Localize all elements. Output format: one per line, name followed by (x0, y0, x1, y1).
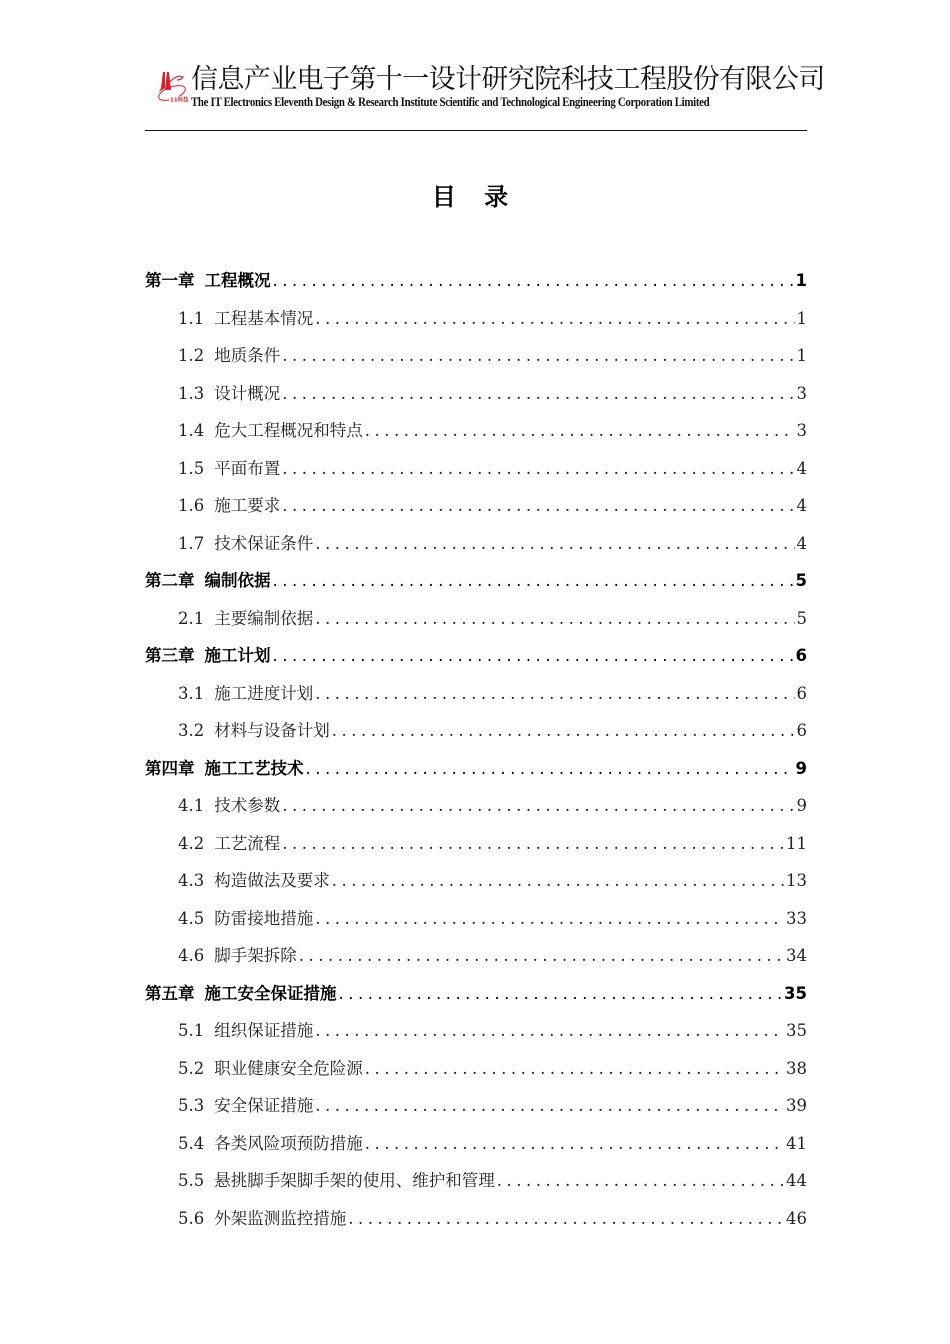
toc-section-entry[interactable] (145, 937, 807, 975)
toc-entry-number: 第一章 (145, 271, 195, 290)
toc-page-number: 9 (796, 796, 807, 815)
toc-dot-leader (339, 975, 783, 1013)
toc-section-entry[interactable] (145, 675, 807, 713)
toc-chapter-entry[interactable] (145, 750, 807, 788)
toc-entry-label: 各类风险项预防措施 (214, 1133, 363, 1153)
toc-entry-number: 第四章 (145, 758, 195, 778)
toc-entry-label: 组织保证措施 (214, 1021, 314, 1040)
toc-section-entry[interactable] (145, 1125, 807, 1163)
toc-page-number: 11 (786, 833, 807, 853)
toc-page-number: 5 (795, 571, 807, 590)
toc-entry-label: 构造做法及要求 (214, 871, 330, 890)
toc-dot-leader (282, 450, 794, 488)
toc-entry-label: 外架监测监控措施 (214, 1208, 347, 1228)
toc-dot-leader (306, 750, 794, 788)
toc-section-entry[interactable] (145, 525, 807, 563)
toc-entry-number: 5.6 (178, 1208, 205, 1228)
toc-dot-leader (497, 1162, 784, 1200)
toc-entry-label: 工程基本情况 (214, 308, 314, 328)
toc-dot-leader (282, 375, 794, 413)
toc-section-entry[interactable] (145, 600, 807, 638)
toc-dot-leader (315, 300, 794, 338)
toc-entry-label: 技术参数 (214, 796, 281, 815)
toc-page-number: 6 (795, 646, 807, 665)
toc-dot-leader (332, 862, 784, 900)
toc-page-number: 4 (796, 496, 807, 515)
toc-dot-leader (315, 525, 794, 563)
toc-page-number: 5 (796, 608, 807, 628)
toc-chapter-entry[interactable] (145, 562, 807, 600)
eleventh-institute-logo-icon (155, 68, 189, 106)
toc-page-number: 46 (786, 1208, 807, 1228)
toc-page-number: 1 (796, 308, 807, 328)
toc-entry-label: 危大工程概况和特点 (214, 421, 363, 440)
toc-entry-label: 脚手架拆除 (214, 946, 297, 965)
toc-section-entry[interactable] (145, 787, 807, 825)
toc-entry-number: 2.1 (178, 608, 205, 628)
toc-entry-number: 1.3 (178, 383, 205, 403)
toc-entry-label: 施工安全保证措施 (204, 983, 337, 1003)
toc-dot-leader (315, 1012, 784, 1050)
toc-entry-label: 技术保证条件 (214, 533, 314, 553)
toc-dot-leader (282, 337, 794, 375)
toc-entry-number: 1.1 (178, 308, 205, 328)
toc-entry-label: 工艺流程 (214, 833, 281, 853)
toc-entry-number: 1.7 (178, 533, 205, 553)
toc-entry-number: 1.4 (178, 421, 205, 440)
logo-text: 11科技 (170, 97, 189, 104)
toc-page-number: 33 (786, 908, 807, 928)
toc-entry-number: 4.2 (178, 833, 205, 853)
toc-entry-label: 职业健康安全危险源 (214, 1058, 363, 1078)
toc-section-entry[interactable] (145, 1012, 807, 1050)
toc-entry-label: 防雷接地措施 (214, 908, 314, 928)
toc-title: 目 录 (431, 183, 519, 211)
toc-dot-leader (273, 637, 794, 675)
toc-dot-leader (365, 1125, 784, 1163)
company-name-cn: 信息产业电子第十一设计研究院科技工程股份有限公司 (191, 64, 825, 95)
toc-section-entry[interactable] (145, 412, 807, 450)
toc-section-entry[interactable] (145, 1200, 807, 1238)
toc-page-number: 34 (786, 946, 807, 965)
toc-entry-number: 5.3 (178, 1096, 205, 1115)
toc-page-number: 13 (786, 871, 807, 890)
toc-dot-leader (299, 937, 784, 975)
toc-section-entry[interactable] (145, 825, 807, 863)
toc-dot-leader (332, 712, 795, 750)
toc-dot-leader (348, 1200, 784, 1238)
toc-section-entry[interactable] (145, 1087, 807, 1125)
toc-section-entry[interactable] (145, 1050, 807, 1088)
toc-entry-number: 5.2 (178, 1058, 205, 1078)
toc-section-entry[interactable] (145, 337, 807, 375)
toc-dot-leader (315, 900, 784, 938)
toc-entry-number: 4.3 (178, 871, 205, 890)
toc-entry-number: 5.5 (178, 1171, 205, 1190)
toc-page-number: 44 (786, 1171, 807, 1190)
page-header (145, 64, 825, 114)
toc-entry-label: 主要编制依据 (214, 608, 314, 628)
toc-entry-number: 1.6 (178, 496, 205, 515)
toc-section-entry[interactable] (145, 712, 807, 750)
toc-section-entry[interactable] (145, 487, 807, 525)
toc-entry-number: 5.4 (178, 1133, 205, 1153)
toc-entry-label: 地质条件 (214, 346, 281, 365)
toc-entry-number: 1.2 (178, 346, 205, 365)
header-divider (145, 130, 807, 131)
toc-page-number: 9 (795, 758, 807, 778)
toc-entry-label: 施工计划 (204, 646, 271, 665)
toc-dot-leader (315, 675, 794, 713)
toc-entry-number: 3.2 (178, 721, 205, 740)
toc-dot-leader (282, 487, 794, 525)
toc-page-number: 4 (796, 533, 807, 553)
toc-page-number: 4 (796, 458, 807, 478)
toc-chapter-entry[interactable] (145, 262, 807, 300)
toc-entry-label: 施工进度计划 (214, 683, 314, 703)
toc-section-entry[interactable] (145, 900, 807, 938)
toc-entry-number: 5.1 (178, 1021, 205, 1040)
toc-chapter-entry[interactable] (145, 637, 807, 675)
company-name-en: The IT Electronics Eleventh Design & Research Institute Scientific and Technological Engineering Corporation Limited (191, 95, 710, 109)
toc-entry-number: 4.6 (178, 946, 205, 965)
toc-entry-number: 4.1 (178, 796, 205, 815)
toc-dot-leader (273, 262, 794, 300)
toc-entry-number: 第三章 (145, 646, 195, 665)
toc-entry-label: 安全保证措施 (214, 1096, 314, 1115)
toc-page-number: 6 (796, 721, 807, 740)
toc-entry-label: 设计概况 (214, 383, 281, 403)
toc-page-number: 35 (786, 1021, 807, 1040)
toc-entry-label: 工程概况 (204, 271, 271, 290)
toc-section-entry[interactable] (145, 862, 807, 900)
toc-entry-label: 材料与设备计划 (214, 721, 330, 740)
table-of-contents (145, 262, 807, 1237)
toc-page-number: 39 (786, 1096, 807, 1115)
toc-chapter-entry[interactable] (145, 975, 807, 1013)
toc-page-number: 3 (796, 383, 807, 403)
toc-dot-leader (365, 1050, 784, 1088)
toc-dot-leader (365, 412, 795, 450)
toc-dot-leader (315, 600, 794, 638)
toc-dot-leader (282, 825, 784, 863)
toc-page-number: 1 (795, 271, 807, 290)
toc-page-number: 35 (784, 983, 807, 1003)
toc-page-number: 6 (796, 683, 807, 703)
toc-dot-leader (282, 787, 794, 825)
toc-page-number: 41 (786, 1133, 807, 1153)
toc-entry-number: 3.1 (178, 683, 205, 703)
toc-entry-number: 4.5 (178, 908, 205, 928)
toc-entry-label: 编制依据 (204, 571, 271, 590)
toc-dot-leader (273, 562, 794, 600)
toc-section-entry[interactable] (145, 300, 807, 338)
toc-entry-number: 1.5 (178, 458, 205, 478)
toc-entry-number: 第五章 (145, 983, 195, 1003)
toc-section-entry[interactable] (145, 450, 807, 488)
toc-section-entry[interactable] (145, 375, 807, 413)
toc-page-number: 3 (796, 421, 807, 440)
toc-entry-label: 施工工艺技术 (204, 758, 304, 778)
toc-entry-label: 悬挑脚手架脚手架的使用、维护和管理 (214, 1171, 495, 1190)
toc-entry-label: 施工要求 (214, 496, 281, 515)
toc-page-number: 38 (786, 1058, 807, 1078)
toc-entry-number: 第二章 (145, 571, 195, 590)
toc-entry-label: 平面布置 (214, 458, 281, 478)
toc-page-number: 1 (796, 346, 807, 365)
toc-dot-leader (315, 1087, 784, 1125)
toc-section-entry[interactable] (145, 1162, 807, 1200)
